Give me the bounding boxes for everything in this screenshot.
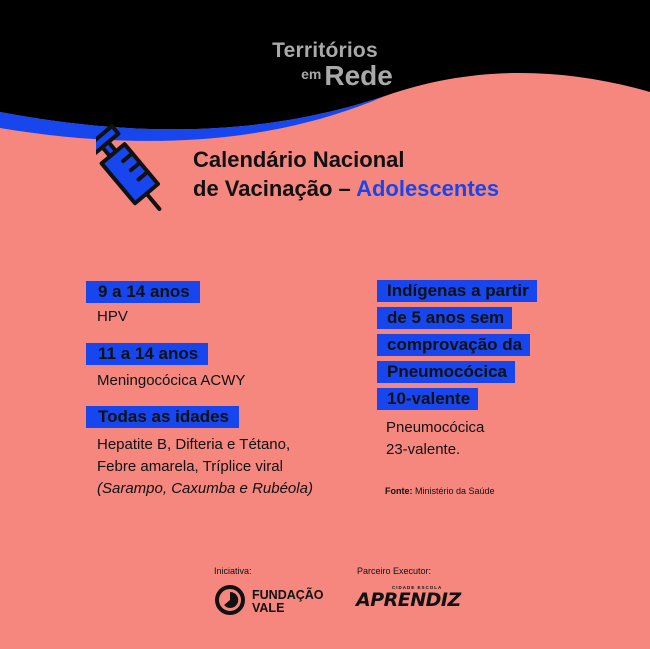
fundacao-vale-name — [252, 589, 324, 615]
partner-label: Parceiro Executor: — [357, 566, 432, 576]
vaccine-pneumococica: Pneumocócica — [386, 419, 485, 436]
age-tag-9-14: 9 a 14 anos — [86, 281, 200, 303]
page-title — [193, 145, 499, 203]
vale-text: VALE — [252, 601, 285, 615]
syringe-icon — [96, 112, 182, 220]
vaccine-line-1: Hepatite B, Difteria e Tétano, — [97, 436, 291, 453]
aprendiz-small-text: CIDADE ESCOLA — [392, 585, 443, 590]
brand-rede: Rede — [324, 60, 393, 91]
vaccine-note: (Sarampo, Caxumba e Rubéola) — [97, 480, 313, 497]
source-text: Ministério da Saúde — [412, 486, 495, 496]
vaccine-hpv: HPV — [97, 308, 128, 325]
vaccine-pneumococica-23: 23-valente. — [386, 441, 461, 458]
title-line2: de Vacinação – — [193, 176, 357, 201]
age-tag-all: Todas as idades — [86, 406, 239, 428]
initiative-label: Iniciativa: — [214, 566, 252, 576]
indigenous-line: Indígenas a partir — [377, 280, 537, 302]
brand-logo — [0, 40, 650, 90]
indigenous-line: de 5 anos sem — [377, 307, 512, 329]
source-note — [385, 486, 495, 496]
brand-line1: Territórios — [272, 39, 378, 62]
vaccine-meningococica: Meningocócica ACWY — [97, 372, 246, 389]
source-label: Fonte: — [385, 486, 413, 496]
title-line1: Calendário Nacional — [193, 147, 405, 172]
vaccine-line-2: Febre amarela, Tríplice viral — [97, 458, 283, 475]
fundacao-text: FUNDAÇÃO — [252, 588, 324, 602]
indigenous-line: 10-valente — [377, 388, 478, 410]
age-tag-11-14: 11 a 14 anos — [86, 343, 208, 365]
brand-em: em — [301, 66, 322, 82]
aprendiz-name: APRENDIZ — [356, 589, 461, 611]
title-accent: Adolescentes — [356, 176, 500, 201]
indigenous-line: Pneumocócica — [377, 361, 515, 383]
fundacao-vale-logo-icon — [214, 584, 246, 616]
indigenous-tag — [377, 280, 537, 415]
indigenous-line: comprovação da — [377, 334, 530, 356]
